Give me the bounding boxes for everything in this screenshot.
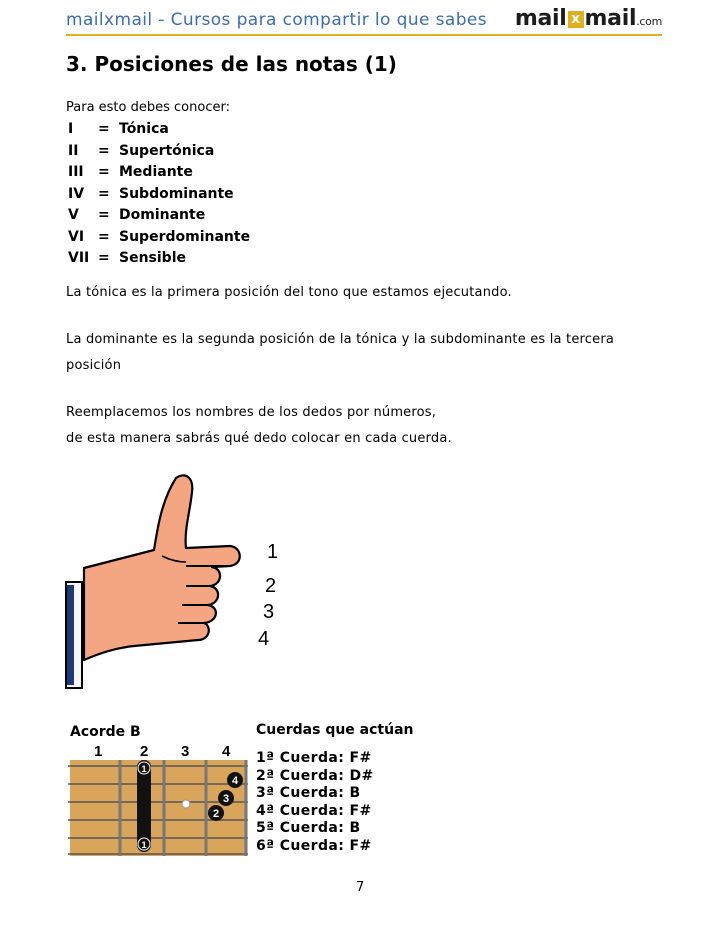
finger-number-4: 4 bbox=[258, 628, 270, 650]
finger-dot-label: 4 bbox=[231, 775, 239, 787]
paragraph-tonica: La tónica es la primera posición del tono que estamos ejecutando. bbox=[66, 285, 512, 300]
degree-name: Dominante bbox=[119, 207, 206, 223]
paragraph-reemplazo-line2: de esta manera sabrás qué dedo colocar en cada cuerda. bbox=[66, 431, 452, 446]
string-item: 4ª Cuerda: F# bbox=[256, 802, 372, 819]
fret-number: 1 bbox=[94, 743, 103, 760]
paragraph-reemplazo-line1: Reemplacemos los nombres de los dedos por números, bbox=[66, 405, 437, 420]
degree-equals: = bbox=[98, 250, 110, 266]
logo-text-left: mail bbox=[514, 6, 567, 31]
degree-name: Mediante bbox=[119, 164, 193, 180]
degree-name: Sensible bbox=[119, 250, 186, 266]
degree-name: Superdominante bbox=[119, 228, 251, 245]
chord-label: Acorde B bbox=[70, 724, 141, 740]
page-header bbox=[66, 6, 662, 36]
degree-roman: IV bbox=[68, 185, 85, 202]
degree-equals: = bbox=[98, 164, 110, 180]
finger-number-3: 3 bbox=[263, 601, 275, 623]
fret-marker-dot bbox=[182, 800, 190, 808]
paragraph-dominante-line2: posición bbox=[66, 358, 122, 373]
degree-roman: III bbox=[68, 164, 84, 180]
fret-number: 2 bbox=[140, 743, 149, 760]
degree-equals: = bbox=[98, 142, 110, 159]
string-item: 1ª Cuerda: F# bbox=[256, 750, 372, 766]
logo-text-right: mail bbox=[584, 6, 637, 31]
string-item: 6ª Cuerda: F# bbox=[256, 837, 372, 854]
logo-com: .com bbox=[636, 15, 662, 28]
strings-title: Cuerdas que actúan bbox=[256, 722, 414, 738]
string-item: 3ª Cuerda: B bbox=[256, 785, 361, 801]
finger-dot-label: 2 bbox=[212, 808, 220, 820]
sleeve-stripe bbox=[67, 585, 74, 685]
mailxmail-logo[interactable] bbox=[515, 6, 662, 31]
paragraph-dominante-line1: La dominante es la segunda posición de la tónica y la subdominante es la tercera bbox=[66, 332, 615, 347]
header-title: mailxmail - Cursos para compartir lo que sabes bbox=[66, 10, 488, 30]
finger-dot-label: 3 bbox=[222, 793, 230, 805]
degree-name: Tónica bbox=[119, 121, 169, 137]
hand-shape bbox=[84, 475, 240, 660]
degree-roman: V bbox=[68, 207, 79, 223]
finger-number-1: 1 bbox=[267, 541, 279, 563]
finger-dot-label: 1 bbox=[141, 764, 147, 774]
string-item: 5ª Cuerda: B bbox=[256, 820, 361, 836]
header-rule bbox=[66, 34, 662, 36]
degree-roman: VII bbox=[68, 250, 90, 266]
degree-equals: = bbox=[98, 207, 110, 223]
degree-equals: = bbox=[98, 185, 110, 202]
degree-roman: VI bbox=[68, 228, 85, 245]
degree-roman: II bbox=[68, 142, 79, 159]
fret-number: 4 bbox=[222, 743, 231, 760]
logo-x-mark: x bbox=[568, 11, 584, 28]
strings-list bbox=[256, 750, 374, 855]
page-number: 7 bbox=[356, 880, 365, 895]
degree-name: Supertónica bbox=[119, 142, 215, 159]
hand-illustration bbox=[62, 470, 302, 695]
finger-number-2: 2 bbox=[265, 575, 277, 597]
degree-name: Subdominante bbox=[119, 185, 234, 202]
degree-roman: I bbox=[68, 121, 74, 137]
fret-number: 3 bbox=[181, 743, 190, 760]
degree-equals: = bbox=[98, 228, 110, 245]
page-title: 3. Posiciones de las notas (1) bbox=[66, 52, 397, 76]
string-item: 2ª Cuerda: D# bbox=[256, 767, 374, 784]
finger-dot-label: 1 bbox=[141, 840, 147, 850]
intro-text: Para esto debes conocer: bbox=[66, 100, 230, 115]
degree-equals: = bbox=[98, 121, 110, 137]
chord-diagram bbox=[68, 742, 248, 858]
